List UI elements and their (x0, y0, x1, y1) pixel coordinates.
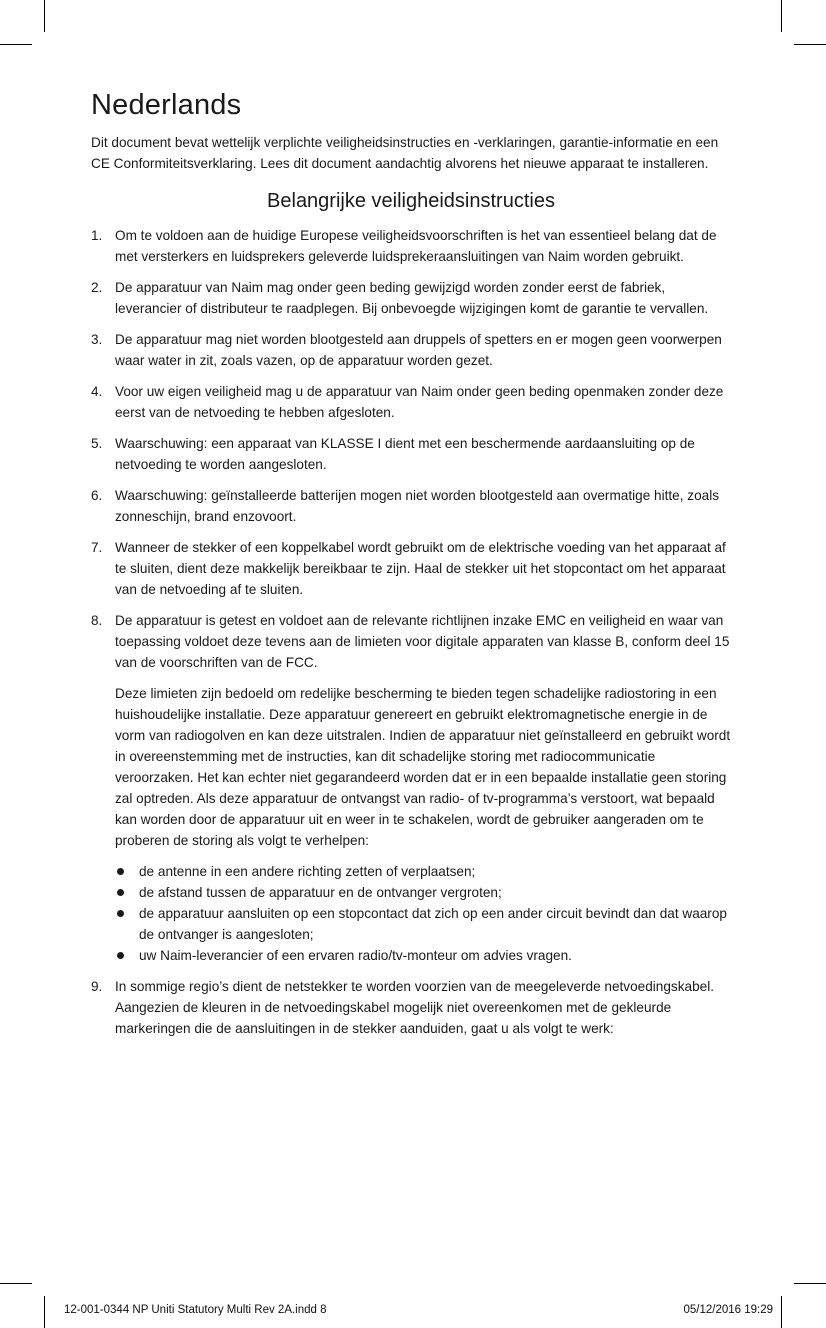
item-text: De apparatuur is getest en voldoet aan de relevante richtlijnen inzake EMC en veiligheid en waar van toepassing voldoet deze tevens aan de limieten voor digitale apparaten van klasse B, conform deel 15 van de voorschriften van de FCC. (115, 613, 730, 670)
crop-mark (0, 1283, 32, 1284)
list-item (91, 976, 731, 1039)
crop-mark (781, 0, 782, 32)
list-item (91, 381, 731, 423)
bullet-text: de antenne in een andere richting zetten of verplaatsen; (139, 864, 476, 879)
bullet-icon (117, 952, 124, 959)
item-number: 2. (91, 280, 103, 295)
crop-mark (0, 44, 32, 45)
safety-instructions-list (91, 225, 731, 1039)
item-text: De apparatuur van Naim mag onder geen beding gewijzigd worden zonder eerst de fabriek, leverancier of distributeur te raadplegen. Bij onbevoegde wijzigingen komt de garantie te vervallen. (115, 280, 709, 316)
list-item (91, 329, 731, 371)
item-number: 1. (91, 228, 103, 243)
crop-mark (781, 1296, 782, 1328)
item-number: 3. (91, 332, 103, 347)
list-item (91, 537, 731, 600)
crop-mark (44, 0, 45, 32)
item-number: 9. (91, 979, 103, 994)
bullet-icon (117, 910, 124, 917)
intro-paragraph: Dit document bevat wettelijk verplichte veiligheidsinstructies en -verklaringen, garantie-informatie en een CE Conformiteitsverklaring. Lees dit document aandachtig alvorens het nieuwe apparaat te installeren. (91, 135, 719, 171)
crop-mark (794, 44, 826, 45)
item-number: 5. (91, 436, 103, 451)
item-number: 6. (91, 488, 103, 503)
footer-filename: 12-001-0344 NP Uniti Statutory Multi Rev 2A.indd 8 (64, 1304, 327, 1316)
item-number: 7. (91, 540, 103, 555)
item-text: Voor uw eigen veiligheid mag u de apparatuur van Naim onder geen beding openmaken zonder deze eerst van de netvoeding te hebben afgesloten. (115, 384, 724, 420)
footer-datetime: 05/12/2016 19:29 (683, 1304, 773, 1316)
item-text: Om te voldoen aan de huidige Europese veiligheidsvoorschriften is het van essentieel belang dat de met versterkers en luidsprekers geleverde luidsprekeraansluitingen van Naim worden gebruikt. (115, 228, 717, 264)
crop-mark (44, 1296, 45, 1328)
section-heading: Belangrijke veiligheidsinstructies (267, 190, 555, 212)
item-text: De apparatuur mag niet worden blootgesteld aan druppels of spetters en er mogen geen voorwerpen waar water in zit, zoals vazen, op de apparatuur worden gezet. (115, 332, 722, 368)
bullet-icon (117, 868, 124, 875)
list-item (91, 433, 731, 475)
bullet-item (115, 861, 731, 882)
list-item (91, 485, 731, 527)
bullet-text: de afstand tussen de apparatuur en de ontvanger vergroten; (139, 885, 502, 900)
item-text: Wanneer de stekker of een koppelkabel wordt gebruikt om de elektrische voeding van het apparaat af te sluiten, dient deze makkelijk bereikbaar te zijn. Haal de stekker uit het stopcontact om het apparaat van de netvoeding af te sluiten. (115, 540, 726, 597)
page-title: Nederlands (91, 89, 242, 121)
crop-mark (794, 1283, 826, 1284)
item-text: Waarschuwing: geïnstalleerde batterijen mogen niet worden blootgesteld aan overmatige hitte, zoals zonneschijn, brand enzovoort. (115, 488, 720, 524)
item-number: 8. (91, 613, 103, 628)
list-item (91, 610, 731, 966)
list-item (91, 225, 731, 267)
item-text: In sommige regio’s dient de netstekker te worden voorzien van de meegeleverde netvoedingskabel. Aangezien de kleuren in de netvoedingskabel mogelijk niet overeenkomen met de gekleurde markeringen die de aansluitingen in de stekker aanduiden, gaat u als volgt te werk: (115, 979, 714, 1036)
list-item (91, 277, 731, 319)
item-text: Waarschuwing: een apparaat van KLASSE I dient met een beschermende aardaansluiting op de netvoeding te worden aangesloten. (115, 436, 695, 472)
bullet-list (115, 861, 731, 966)
bullet-item (115, 882, 731, 903)
bullet-icon (117, 889, 124, 896)
page-content (91, 84, 731, 1049)
bullet-item (115, 903, 731, 945)
item-number: 4. (91, 384, 103, 399)
item-emc-paragraph: Deze limieten zijn bedoeld om redelijke bescherming te bieden tegen schadelijke radiostoring in een huishoudelijke installatie. Deze apparatuur genereert en gebruikt elektromagnetische energie in de vorm van radiogolven en kan deze uitstralen. Indien de apparatuur niet geïnstalleerd en gebruikt wordt in overeenstemming met de instructies, kan dit schadelijke storing met radiocommunicatie veroorzaken. Het kan echter niet gegarandeerd worden dat er in een bepaalde installatie geen storing zal optreden. Als deze apparatuur de ontvangst van radio- of tv-programma’s verstoort, wat bepaald kan worden door de apparatuur uit en weer in te schakelen, wordt de gebruiker aangeraden om te proberen de storing als volgt te verhelpen: (115, 686, 731, 848)
bullet-text: de apparatuur aansluiten op een stopcontact dat zich op een ander circuit bevindt dan dat waarop de ontvanger is aangesloten; (139, 906, 727, 942)
bullet-item (115, 945, 731, 966)
bullet-text: uw Naim-leverancier of een ervaren radio/tv-monteur om advies vragen. (139, 948, 572, 963)
